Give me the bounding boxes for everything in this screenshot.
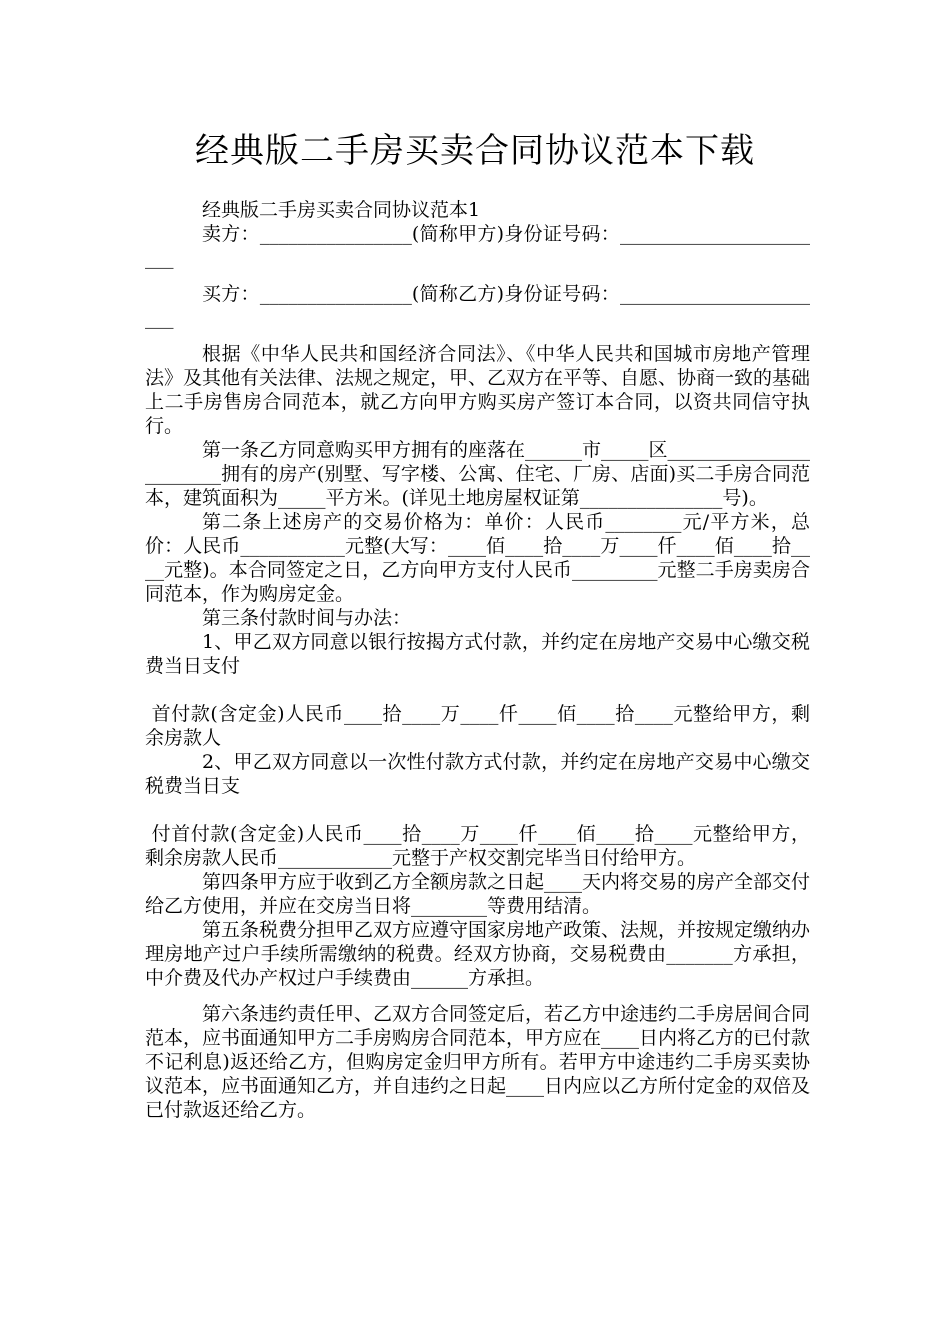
- article-1-paragraph: 第一条乙方同意购买甲方拥有的座落在______市_____区_______________________拥有的房产(别墅、写字楼、公寓、住宅、厂房、店面)买二手房合同范本，建筑面积为_____平方米。(详见土地房屋权证第_______________号)。: [145, 439, 811, 509]
- buyer-line: 买方：________________(简称乙方)身份证号码：_______________________: [145, 283, 810, 329]
- payment-option-1: 1、甲乙双方同意以银行按揭方式付款，并约定在房地产交易中心缴交税费当日支付: [145, 631, 810, 677]
- subtitle-paragraph: 经典版二手房买卖合同协议范本1: [202, 199, 481, 221]
- document-title: 经典版二手房买卖合同协议范本下载: [195, 131, 755, 171]
- article-6-paragraph: 第六条违约责任甲、乙双方合同签定后，若乙方中途违约二手房居间合同范本，应书面通知甲方二手房购房合同范本，甲方应在____日内将乙方的已付款不记利息)返还给乙方，但购房定金归甲方所有。若甲方中途违约二手房买卖协议范本，应书面通知乙方，并自违约之日起____日内应以乙方所付定金的双倍及已付款返还给乙方。: [145, 1003, 811, 1121]
- payment-option-2-continued: 付首付款(含定金)人民币____拾____万____仟____佰____拾____元整给甲方，剩余房款人民币____________元整于产权交割完毕当日付给甲方。: [145, 823, 811, 869]
- article-2-paragraph: 第二条上述房产的交易价格为：单价：人民币________元/平方米，总价：人民币___________元整(大写：____佰____拾____万____仟____佰____拾____元整)。本合同签定之日，乙方向甲方支付人民币_________元整二手房卖房合同范本，作为购房定金。: [145, 511, 810, 605]
- payment-option-2: 2、甲乙双方同意以一次性付款方式付款，并约定在房地产交易中心缴交税费当日支: [145, 751, 810, 797]
- article-5-paragraph: 第五条税费分担甲乙双方应遵守国家房地产政策、法规，并按规定缴纳办理房地产过户手续所需缴纳的税费。经双方协商，交易税费由_______方承担，中介费及代办产权过户手续费由______方承担。: [145, 919, 811, 989]
- article-3-heading: 第三条付款时间与办法：: [202, 607, 412, 629]
- payment-option-1-continued: 首付款(含定金)人民币____拾____万____仟____佰____拾____元整给甲方，剩余房款人: [145, 703, 811, 749]
- document-body: [145, 198, 810, 1122]
- preamble-paragraph: 根据《中华人民共和国经济合同法》、《中华人民共和国城市房地产管理法》及其他有关法律、法规之规定，甲、乙双方在平等、自愿、协商一致的基础上二手房售房合同范本，就乙方向甲方购买房产签订本合同，以资共同信守执行。: [145, 343, 811, 437]
- seller-line: 卖方：________________(简称甲方)身份证号码：_______________________: [145, 223, 810, 269]
- article-4-paragraph: 第四条甲方应于收到乙方全额房款之日起____天内将交易的房产全部交付给乙方使用，并应在交房当日将________等费用结清。: [145, 871, 811, 917]
